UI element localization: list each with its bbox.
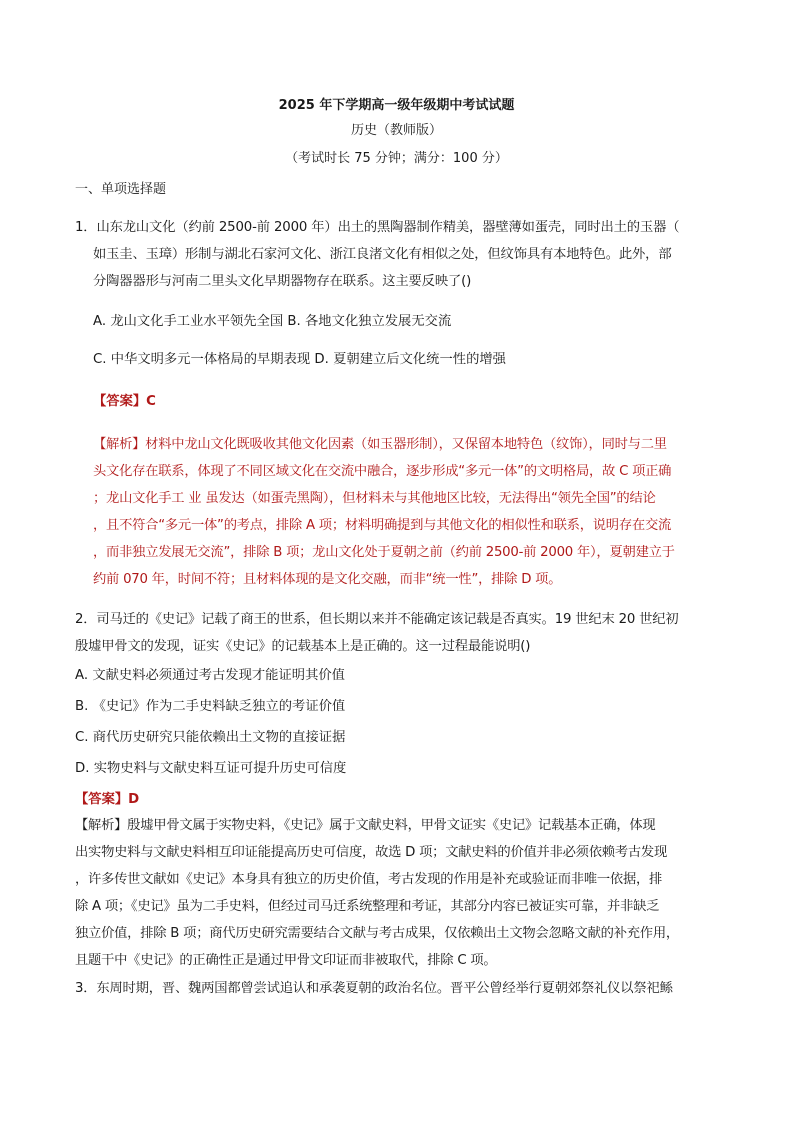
q2-stem-line: 2．司马迁的《史记》记载了商王的世系，但长期以来并不能确定该记载是否真实。19 世纪末 20 世纪初	[75, 612, 679, 627]
q1-analysis-line: ；龙山文化手工 业 虽发达（如蛋壳黑陶），但材料未与其他地区比较，无法得出“领先全国”的结论	[93, 491, 656, 506]
q1-analysis-line: ，而非独立发展无交流”，排除 B 项；龙山文化处于夏朝之前（约前 2500-前 2000 年），夏朝建立于	[93, 545, 675, 560]
section-heading: 一、单项选择题	[75, 182, 167, 197]
exam-title: 2025 年下学期高一级年级期中考试试题	[278, 98, 515, 113]
q2-option: C. 商代历史研究只能依赖出土文物的直接证据	[75, 730, 346, 745]
q2-analysis-line: 独立价值，排除 B 项；商代历史研究需要结合文献与考古成果，仅依赖出土文物会忽略文献的补充作用，	[75, 926, 679, 941]
q1-stem-line: 如玉圭、玉璋）形制与湖北石家河文化、浙江良渚文化有相似之处，但纹饰具有本地特色。此外，部	[93, 247, 672, 262]
q2-analysis-line: 出实物史料与文献史料相互印证能提高历史可信度，故选 D 项；文献史料的价值并非必须依赖考古发现	[75, 845, 668, 860]
q2-answer: 【答案】D	[75, 792, 140, 807]
q1-stem-line: 分陶器器形与河南二里头文化早期器物存在联系。这主要反映了()	[93, 274, 472, 289]
q2-analysis-line: 【解析】殷墟甲骨文属于实物史料，《史记》属于文献史料，甲骨文证实《史记》记载基本正确，体现	[75, 818, 656, 833]
q2-option: A. 文献史料必须通过考古发现才能证明其价值	[75, 668, 345, 683]
q2-option: D. 实物史料与文献史料互证可提升历史可信度	[75, 761, 347, 776]
q1-analysis-line: 【解析】材料中龙山文化既吸收其他文化因素（如玉器形制），又保留本地特色（纹饰），同时与二里	[93, 437, 667, 452]
q1-stem-line: 1．山东龙山文化（约前 2500-前 2000 年）出土的黑陶器制作精美，器壁薄如蛋壳，同时出土的玉器（	[75, 220, 680, 235]
exam-subtitle: 历史（教师版）	[350, 123, 442, 138]
q2-analysis-line: 且题干中《史记》的正确性正是通过甲骨文印证而非被取代，排除 C 项。	[75, 953, 497, 968]
q1-analysis-line: 头文化存在联系，体现了不同区域文化在交流中融合，逐步形成“多元一体”的文明格局，故 C 项正确	[93, 464, 672, 479]
exam-info: （考试时长 75 分钟；满分：100 分）	[285, 151, 508, 166]
q2-option: B. 《史记》作为二手史料缺乏独立的考证价值	[75, 699, 346, 714]
q1-options-line: A. 龙山文化手工业水平领先全国 B. 各地文化独立发展无交流	[93, 314, 452, 329]
q1-answer: 【答案】C	[93, 394, 156, 409]
q1-analysis-line: ，且不符合“多元一体”的考点，排除 A 项；材料明确提到与其他文化的相似性和联系，说明存在交流	[93, 518, 672, 533]
q1-analysis-line: 约前 070 年，时间不符；且材料体现的是文化交融，而非“统一性”，排除 D 项。	[93, 572, 562, 587]
q2-analysis-line: 除 A 项；《史记》虽为二手史料，但经过司马迁系统整理和考证，其部分内容已被证实可靠，并非缺乏	[75, 899, 660, 914]
q3-stem-line: 3．东周时期，晋、魏两国都曾尝试追认和承袭夏朝的政治名位。晋平公曾经举行夏朝郊祭礼仪以祭祀鲧	[75, 981, 673, 996]
q1-options-line: C. 中华文明多元一体格局的早期表现 D. 夏朝建立后文化统一性的增强	[93, 352, 506, 367]
q2-analysis-line: ，许多传世文献如《史记》本身具有独立的历史价值，考古发现的作用是补充或验证而非唯一依据，排	[75, 872, 663, 887]
q2-stem-line: 殷墟甲骨文的发现，证实《史记》的记载基本上是正确的。这一过程最能说明()	[75, 639, 531, 654]
